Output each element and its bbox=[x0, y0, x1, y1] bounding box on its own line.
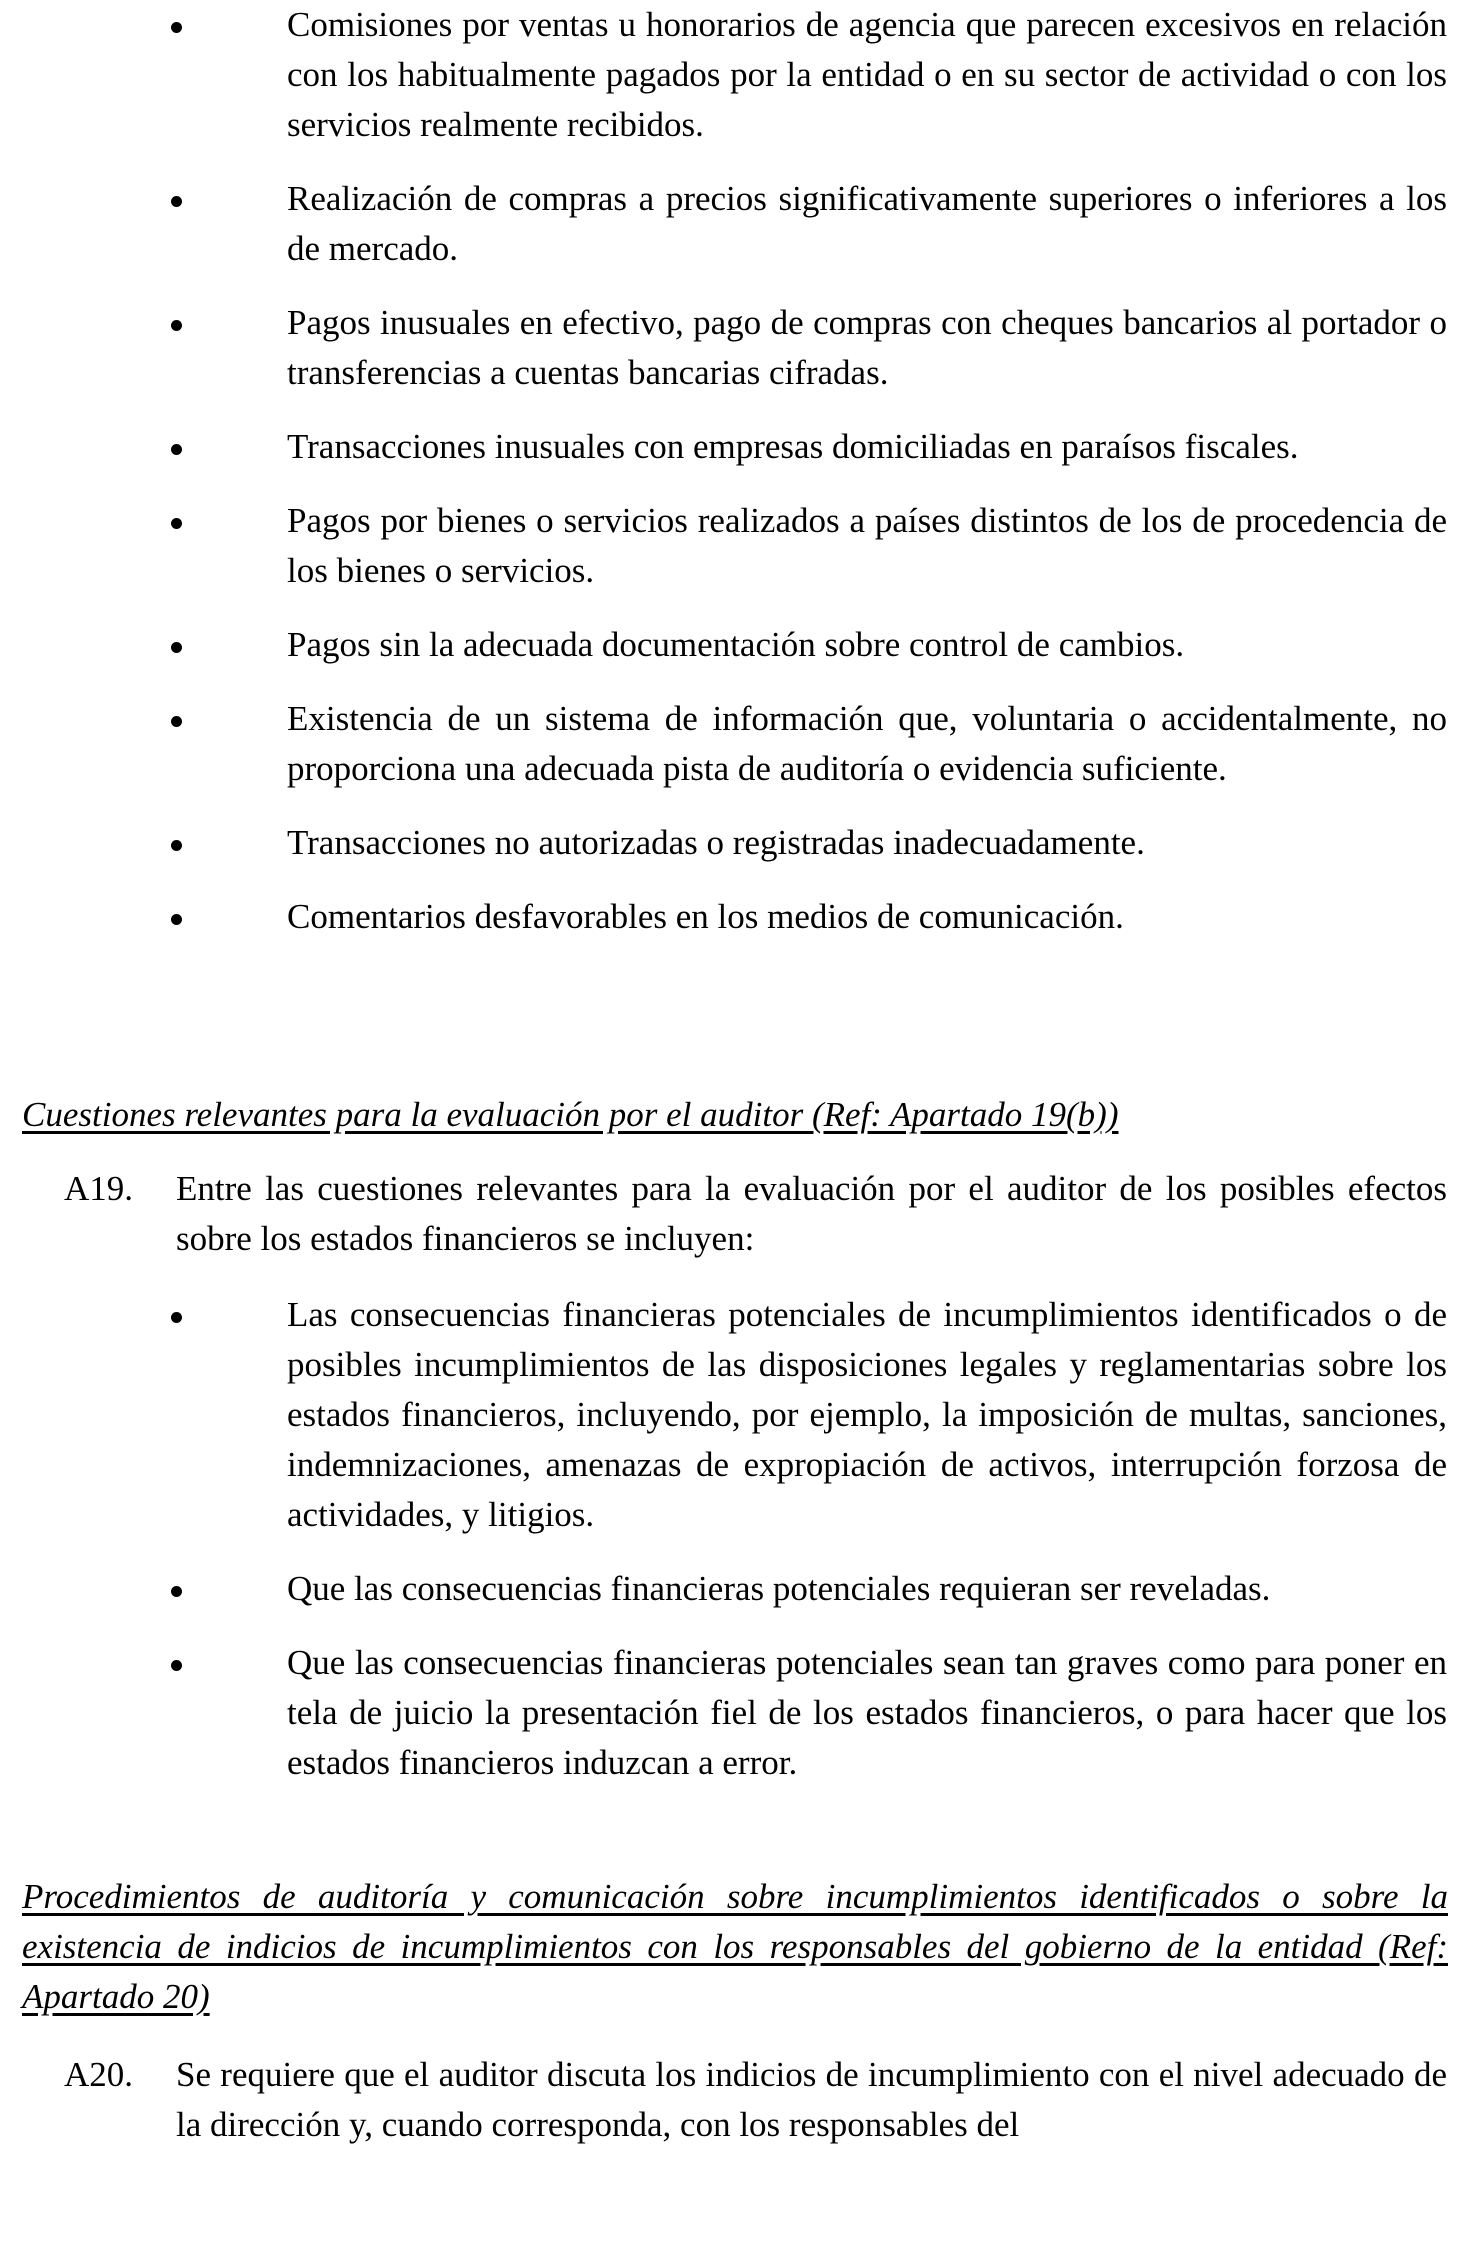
paragraph-number: A19. bbox=[64, 1169, 134, 1208]
list-item bbox=[0, 620, 1478, 670]
list-item bbox=[0, 174, 1478, 274]
bullet-icon bbox=[171, 1660, 182, 1671]
bullet-icon bbox=[171, 914, 182, 925]
list-item bbox=[0, 694, 1478, 794]
list-item bbox=[0, 298, 1478, 398]
list-item bbox=[0, 1564, 1478, 1614]
list-item-text: Comentarios desfavorables en los medios de comunicación. bbox=[287, 897, 1124, 936]
list-item bbox=[0, 818, 1478, 868]
paragraph-text: Se requiere que el auditor discuta los indicios de incumplimiento con el nivel adecuado de la dirección y, cuando corresponda, con los responsables del bbox=[176, 2055, 1447, 2144]
bullet-icon bbox=[171, 196, 182, 207]
list-item-text: Pagos por bienes o servicios realizados a países distintos de los de procedencia de los bienes o servicios. bbox=[287, 501, 1447, 590]
list-item bbox=[0, 0, 1478, 150]
bullet-list-indicators bbox=[0, 0, 1478, 966]
list-item-text: Las consecuencias financieras potenciales de incumplimientos identificados o de posibles incumplimientos de las disposiciones legales y reglamentarias sobre los estados financieros, incluyendo, por ejemplo, la imposición de multas, sanciones, indemnizaciones, amenazas de expropiación de activos, interrupción forzosa de actividades, y litigios. bbox=[287, 1295, 1447, 1534]
list-item bbox=[0, 1290, 1478, 1540]
list-item-text: Pagos inusuales en efectivo, pago de compras con cheques bancarios al portador o transferencias a cuentas bancarias cifradas. bbox=[287, 303, 1447, 392]
bullet-icon bbox=[171, 518, 182, 529]
list-item-text: Transacciones no autorizadas o registradas inadecuadamente. bbox=[287, 823, 1145, 862]
list-item-text: Realización de compras a precios significativamente superiores o inferiores a los de mercado. bbox=[287, 179, 1447, 268]
list-item-text: Que las consecuencias financieras potenciales requieran ser reveladas. bbox=[287, 1569, 1271, 1608]
bullet-icon bbox=[171, 1586, 182, 1597]
paragraph-a20 bbox=[0, 2050, 1478, 2150]
list-item bbox=[0, 1638, 1478, 1788]
list-item-text: Transacciones inusuales con empresas domiciliadas en paraísos fiscales. bbox=[287, 427, 1299, 466]
list-item-text: Que las consecuencias financieras potenciales sean tan graves como para poner en tela de juicio la presentación fiel de los estados financieros, o para hacer que los estados financieros induzcan a error. bbox=[287, 1643, 1447, 1782]
list-item-text: Pagos sin la adecuada documentación sobre control de cambios. bbox=[287, 625, 1185, 664]
bullet-list-effects bbox=[0, 1290, 1478, 1812]
bullet-icon bbox=[171, 22, 182, 33]
bullet-icon bbox=[171, 444, 182, 455]
section-heading-evaluation: Cuestiones relevantes para la evaluación por el auditor (Ref: Apartado 19(b)) bbox=[22, 1095, 1119, 1134]
section-heading-procedures: Procedimientos de auditoría y comunicación sobre incumplimientos identificados o sobre la existencia de indicios de incumplimientos con los responsables del gobierno de la entidad (Ref: Apartado 20) bbox=[22, 1877, 1448, 2016]
paragraph-text: Entre las cuestiones relevantes para la evaluación por el auditor de los posibles efectos sobre los estados financieros se incluyen: bbox=[176, 1169, 1447, 1258]
bullet-icon bbox=[171, 320, 182, 331]
list-item-text: Existencia de un sistema de información que, voluntaria o accidentalmente, no proporciona una adecuada pista de auditoría o evidencia suficiente. bbox=[287, 699, 1447, 788]
list-item bbox=[0, 496, 1478, 596]
list-item bbox=[0, 892, 1478, 942]
list-item-text: Comisiones por ventas u honorarios de agencia que parecen excesivos en relación con los habitualmente pagados por la entidad o en su sector de actividad o con los servicios realmente recibidos. bbox=[287, 5, 1447, 144]
list-item bbox=[0, 422, 1478, 472]
bullet-icon bbox=[171, 716, 182, 727]
paragraph-a19 bbox=[0, 1164, 1478, 1264]
bullet-icon bbox=[171, 642, 182, 653]
bullet-icon bbox=[171, 1312, 182, 1323]
paragraph-number: A20. bbox=[64, 2055, 134, 2094]
bullet-icon bbox=[171, 840, 182, 851]
